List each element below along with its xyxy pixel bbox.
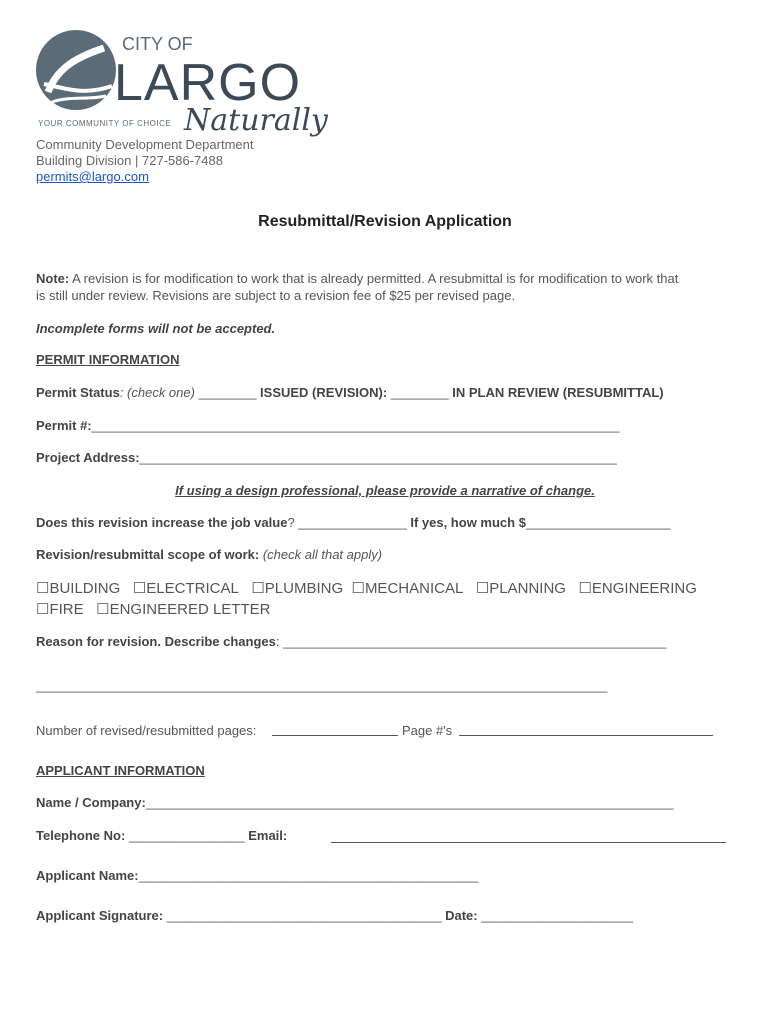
checkbox-building[interactable]: ☐BUILDING <box>36 580 121 597</box>
logo-city-of: CITY OF <box>122 34 193 54</box>
email-link-text[interactable]: permits@largo.com <box>36 169 149 184</box>
permit-number-field[interactable]: _________________________________________________________________________ <box>91 418 620 433</box>
if-yes-field[interactable]: ____________________ <box>525 515 671 530</box>
date-label: Date: <box>445 908 478 923</box>
date-field[interactable]: _____________________ <box>477 908 634 923</box>
email-field[interactable] <box>331 842 726 843</box>
reason-colon: : <box>275 634 284 649</box>
email-label: Email: <box>248 828 288 843</box>
telephone-field[interactable]: ________________ <box>125 828 249 843</box>
project-address-field[interactable]: __________________________________________________________________ <box>139 450 617 465</box>
logo-largo: LARGO <box>114 54 302 112</box>
checkbox-engineered-letter[interactable]: ☐ENGINEERED LETTER <box>96 601 271 618</box>
issued-blank[interactable]: ________ <box>194 385 261 400</box>
logo-naturally: Naturally <box>184 103 328 138</box>
permit-number-row <box>36 418 619 433</box>
in-review-label: IN PLAN REVIEW (RESUBMITTAL) <box>452 385 664 400</box>
telephone-label: Telephone No: <box>36 828 126 843</box>
incomplete-warning: Incomplete forms will not be accepted. <box>36 321 276 336</box>
scope-checkboxes-row-2 <box>36 600 270 618</box>
permit-number-label: Permit #: <box>36 418 92 433</box>
city-of-largo-logo <box>34 26 328 138</box>
name-company-row <box>36 795 674 810</box>
note-text-1: A revision is for modification to work that is already permitted. A resubmittal is for modification to work that <box>69 271 679 286</box>
narrative-note: If using a design professional, please provide a narrative of change. <box>175 483 595 498</box>
department-line: Community Development Department <box>36 137 254 152</box>
logo-tagline: YOUR COMMUNITY OF CHOICE <box>38 119 172 128</box>
issued-label: ISSUED (REVISION): <box>260 385 388 400</box>
pages-label: Number of revised/resubmitted pages: <box>36 723 257 738</box>
applicant-info-heading: APPLICANT INFORMATION <box>36 763 205 778</box>
division-line: Building Division | 727-586-7488 <box>36 153 223 168</box>
checkbox-electrical[interactable]: ☐ELECTRICAL <box>132 580 239 597</box>
checkbox-fire[interactable]: ☐FIRE <box>36 601 84 618</box>
permit-status-label: Permit Status <box>36 385 120 400</box>
page-title: Resubmittal/Revision Application <box>258 213 512 230</box>
reason-field-2[interactable]: _______________________________________________________________________________ <box>36 678 608 693</box>
job-value-question: Does this revision increase the job value <box>36 515 288 530</box>
applicant-name-field[interactable]: _______________________________________________ <box>138 868 479 883</box>
note-line-2: is still under review. Revisions are subject to a revision fee of $25 per revised page. <box>36 288 516 303</box>
reason-label: Reason for revision. Describe changes <box>36 634 276 649</box>
permit-info-heading: PERMIT INFORMATION <box>36 352 180 367</box>
scope-checkboxes-row-1 <box>36 579 697 597</box>
signature-field[interactable]: ______________________________________ <box>163 908 446 923</box>
job-value-row <box>36 515 671 530</box>
job-value-field[interactable]: ? _______________ <box>287 515 411 530</box>
in-review-blank[interactable]: ________ <box>387 385 453 400</box>
applicant-name-row <box>36 868 478 883</box>
scope-hint: (check all that apply) <box>259 547 383 562</box>
permit-status-row <box>36 385 664 400</box>
largo-logo-mark <box>34 26 328 138</box>
project-address-row <box>36 450 617 465</box>
name-company-field[interactable]: _________________________________________________________________________ <box>145 795 674 810</box>
page-numbers-label: Page #'s <box>402 723 453 738</box>
page-numbers-field[interactable] <box>459 735 713 736</box>
name-company-label: Name / Company: <box>36 795 146 810</box>
checkbox-plumbing[interactable]: ☐PLUMBING <box>251 580 344 597</box>
pages-count-field[interactable] <box>272 735 398 736</box>
signature-date-row <box>36 908 633 923</box>
scope-row <box>36 547 382 562</box>
checkbox-planning[interactable]: ☐PLANNING <box>475 580 566 597</box>
project-address-label: Project Address: <box>36 450 140 465</box>
permits-email-link[interactable] <box>36 169 149 185</box>
reason-field-1[interactable]: _____________________________________________________ <box>283 634 667 649</box>
if-yes-label: If yes, how much $ <box>410 515 526 530</box>
note-label: Note: <box>36 271 70 286</box>
telephone-email-row <box>36 828 287 843</box>
applicant-name-label: Applicant Name: <box>36 868 139 883</box>
scope-label: Revision/resubmittal scope of work: <box>36 547 260 562</box>
permit-status-hint: : (check one) <box>119 385 195 400</box>
checkbox-engineering[interactable]: ☐ENGINEERING <box>578 580 697 597</box>
reason-row <box>36 634 666 649</box>
checkbox-mechanical[interactable]: ☐MECHANICAL <box>351 580 464 597</box>
signature-label: Applicant Signature: <box>36 908 164 923</box>
note-line-1 <box>36 271 678 286</box>
